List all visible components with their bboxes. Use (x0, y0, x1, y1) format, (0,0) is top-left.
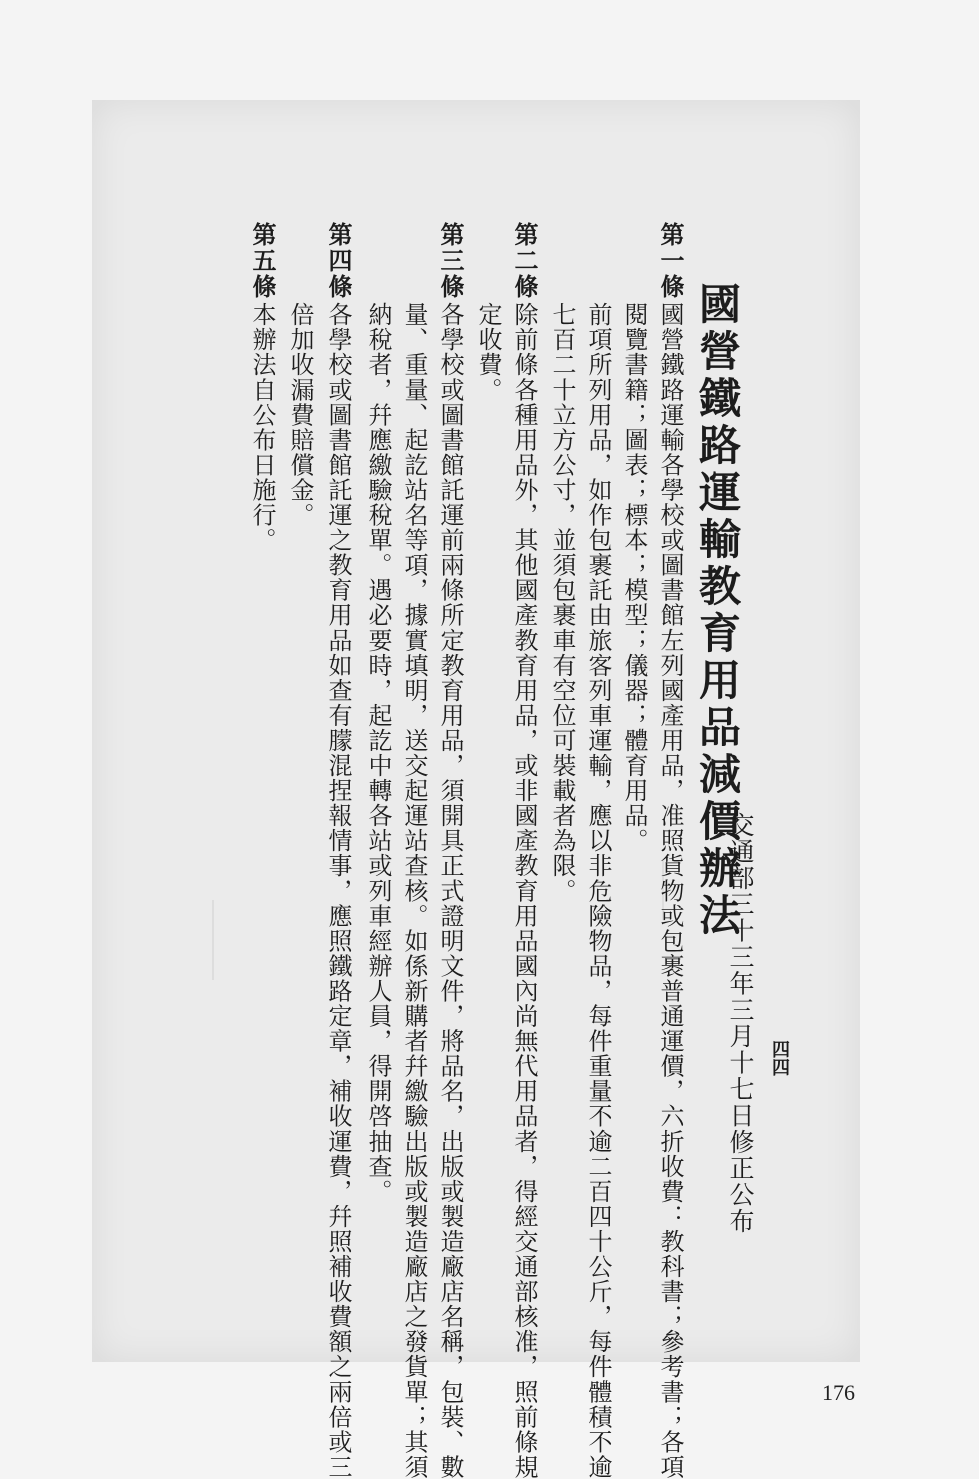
article-3-line-2: 量、重量、起訖站名等項，據實填明，送交起運站查核。如係新購者幷繳驗出版或製造廠店之發貨單；其須 (400, 302, 428, 1479)
article-1-line-2: 閱覽書籍；圖表；標本；模型；儀器；體育用品。 (620, 302, 648, 854)
article-1-label: 第一條 (656, 222, 685, 300)
article-1-line-4: 七百二十立方公寸，並須包裹車有空位可裝載者為限。 (548, 302, 576, 904)
article-5-label: 第五條 (248, 222, 277, 300)
footer-page-number: 176 (822, 1380, 855, 1405)
article-2-line-2: 定收費。 (474, 302, 502, 403)
article-4-label: 第四條 (324, 222, 353, 300)
article-1-line-3: 前項所列用品，如作包裹託由旅客列車運輸，應以非危險物品，每件重量不逾二百四十公斤，每件體積不逾 (584, 302, 612, 1479)
article-2-label: 第二條 (510, 222, 539, 300)
article-3-line-1: 各學校或圖書館託運前兩條所定教育用品，須開具正式證明文件，將品名，出版或製造廠店名稱，包裝、數 (436, 302, 464, 1479)
article-4-line-2: 倍加收漏費賠償金。 (286, 302, 314, 528)
article-4-line-1: 各學校或圖書館託運之教育用品如查有朦混捏報情事，應照鐵路定章，補收運費，幷照補收費額之兩倍或三 (324, 302, 352, 1479)
issuer-line: 交通部三十三年三月十七日修正公布 (726, 812, 755, 1235)
document-title: 國營鐵路運輸教育用品減價辦法 (693, 282, 742, 940)
header-page-number: 四四 (769, 1040, 790, 1076)
article-2-line-1: 除前條各種用品外，其他國產教育用品，或非國產教育用品國內尚無代用品者，得經交通部核准，照前條規 (510, 302, 538, 1479)
article-3-line-3: 納稅者，幷應繳驗稅單。遇必要時，起訖中轉各站或列車經辦人員，得開啓抽查。 (364, 302, 392, 1204)
article-5-line-1: 本辦法自公布日施行。 (248, 302, 276, 553)
bleed-through-mark (212, 900, 214, 980)
article-3-label: 第三條 (436, 222, 465, 300)
article-1-line-1: 國營鐵路運輸各學校或圖書館左列國產用品，准照貨物或包裹普通運價，六折收費：教科書；參考書；各項 (656, 302, 684, 1479)
